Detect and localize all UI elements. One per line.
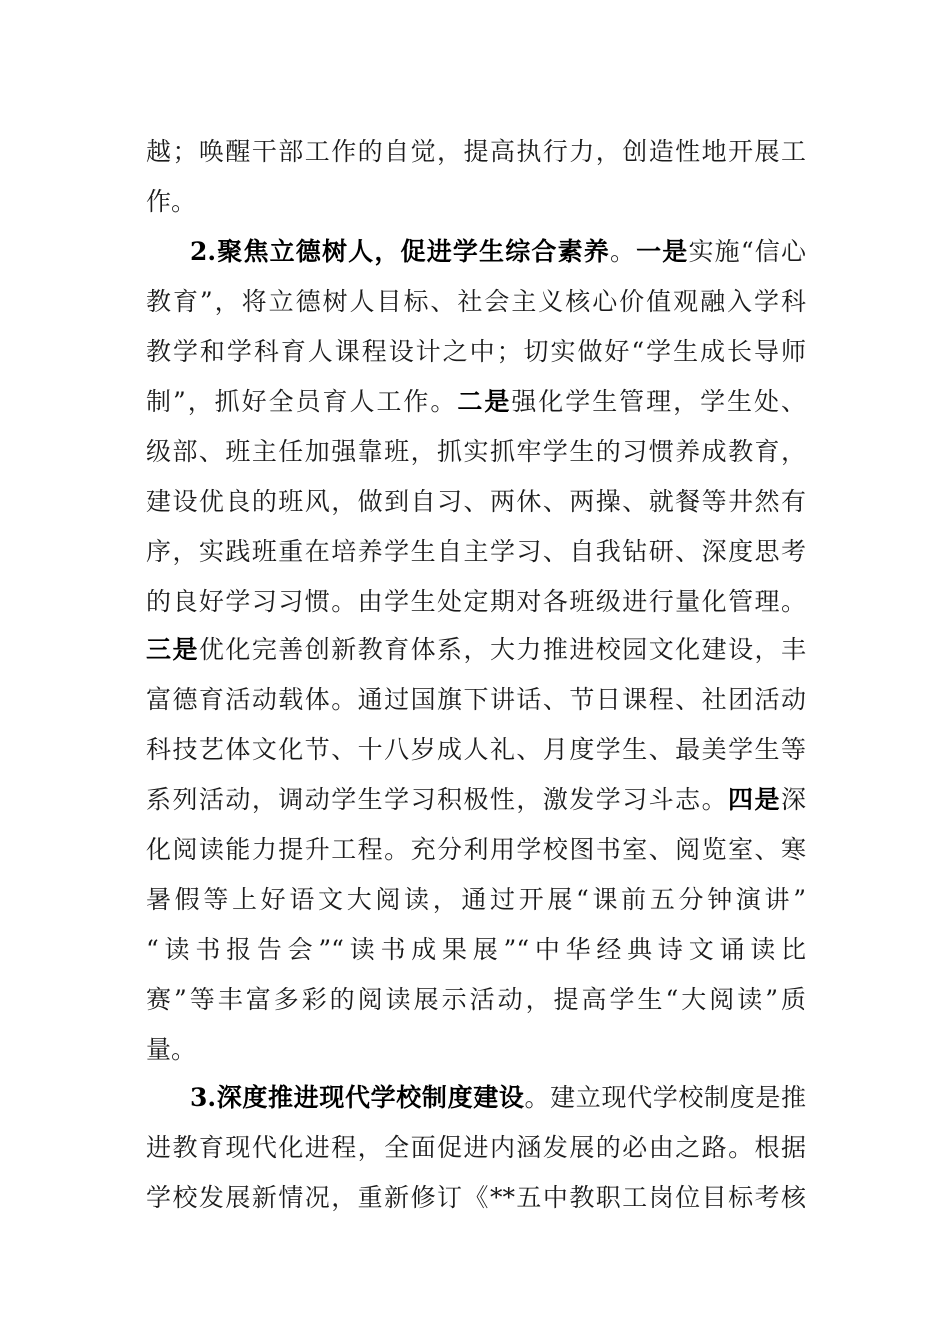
text-segment: 序，实践班重在培养学生自主学习、自我钻研、深度思考 <box>146 537 806 566</box>
bold-text-segment: 3.深度推进现代学校制度建设 <box>190 1083 525 1112</box>
text-segment: 制”，抓好全员育人工作。 <box>146 387 458 416</box>
text-line <box>190 1078 806 1118</box>
text-line <box>146 482 806 522</box>
bold-text-segment: 三是 <box>146 635 199 664</box>
text-segment: 赛”等丰富多彩的阅读展示活动，提高学生“大阅读”质 <box>146 985 806 1014</box>
text-segment: 深 <box>780 785 806 814</box>
text-segment: 级部、班主任加强靠班，抓实抓牢学生的习惯养成教育， <box>146 437 806 466</box>
text-segment: 。 <box>609 237 637 266</box>
bold-text-segment: 二是 <box>457 387 512 416</box>
text-segment: 强化学生管理，学生处、 <box>511 387 806 416</box>
text-line <box>146 132 806 172</box>
text-segment: 。建立现代学校制度是推 <box>524 1083 806 1112</box>
text-line <box>146 730 806 770</box>
text-segment: 教育”，将立德树人目标、社会主义核心价值观融入学科 <box>146 287 806 316</box>
text-segment: 优化完善创新教育体系，大力推进校园文化建设，丰 <box>198 635 806 664</box>
text-line <box>146 1178 806 1218</box>
text-segment: 学校发展新情况，重新修订《**五中教职工岗位目标考核 <box>146 1183 806 1212</box>
text-line <box>146 1030 806 1070</box>
bold-text-segment: 四是 <box>728 785 781 814</box>
text-line <box>146 282 806 322</box>
text-segment: 富德育活动载体。通过国旗下讲话、节日课程、社团活动 <box>146 685 806 714</box>
text-line <box>146 830 806 870</box>
text-line <box>146 382 806 422</box>
text-segment: 越；唤醒干部工作的自觉，提高执行力，创造性地开展工 <box>146 137 806 166</box>
text-line <box>146 630 806 670</box>
text-segment: 系列活动，调动学生学习积极性，激发学习斗志。 <box>146 785 729 814</box>
text-line <box>146 532 806 572</box>
text-line <box>146 880 806 920</box>
text-line <box>146 1128 806 1168</box>
text-segment: “读书报告会”“读书成果展”“中华经典诗文诵读比 <box>146 935 806 964</box>
text-line <box>146 182 806 222</box>
text-line <box>146 680 806 720</box>
text-line <box>146 780 806 820</box>
text-line <box>146 930 806 970</box>
text-segment: 科技艺体文化节、十八岁成人礼、月度学生、最美学生等 <box>146 735 806 764</box>
text-segment: 实施“信心 <box>688 237 806 266</box>
text-line <box>146 582 806 622</box>
bold-text-segment: 一是 <box>636 237 689 266</box>
text-line <box>146 432 806 472</box>
text-segment: 量。 <box>146 1035 197 1064</box>
text-line <box>146 980 806 1020</box>
text-segment: 建设优良的班风，做到自习、两休、两操、就餐等井然有 <box>146 487 806 516</box>
text-line <box>190 232 806 272</box>
text-segment: 的良好学习习惯。由学生处定期对各班级进行量化管理。 <box>146 587 806 616</box>
text-segment: 进教育现代化进程，全面促进内涵发展的必由之路。根据 <box>146 1133 806 1162</box>
text-segment: 教学和学科育人课程设计之中；切实做好“学生成长导师 <box>146 337 806 366</box>
text-segment: 化阅读能力提升工程。充分利用学校图书室、阅览室、寒 <box>146 835 806 864</box>
text-segment: 作。 <box>146 187 197 216</box>
bold-text-segment: 2.聚焦立德树人，促进学生综合素养 <box>190 237 610 266</box>
text-line <box>146 332 806 372</box>
text-segment: 暑假等上好语文大阅读，通过开展“课前五分钟演讲” <box>146 885 806 914</box>
